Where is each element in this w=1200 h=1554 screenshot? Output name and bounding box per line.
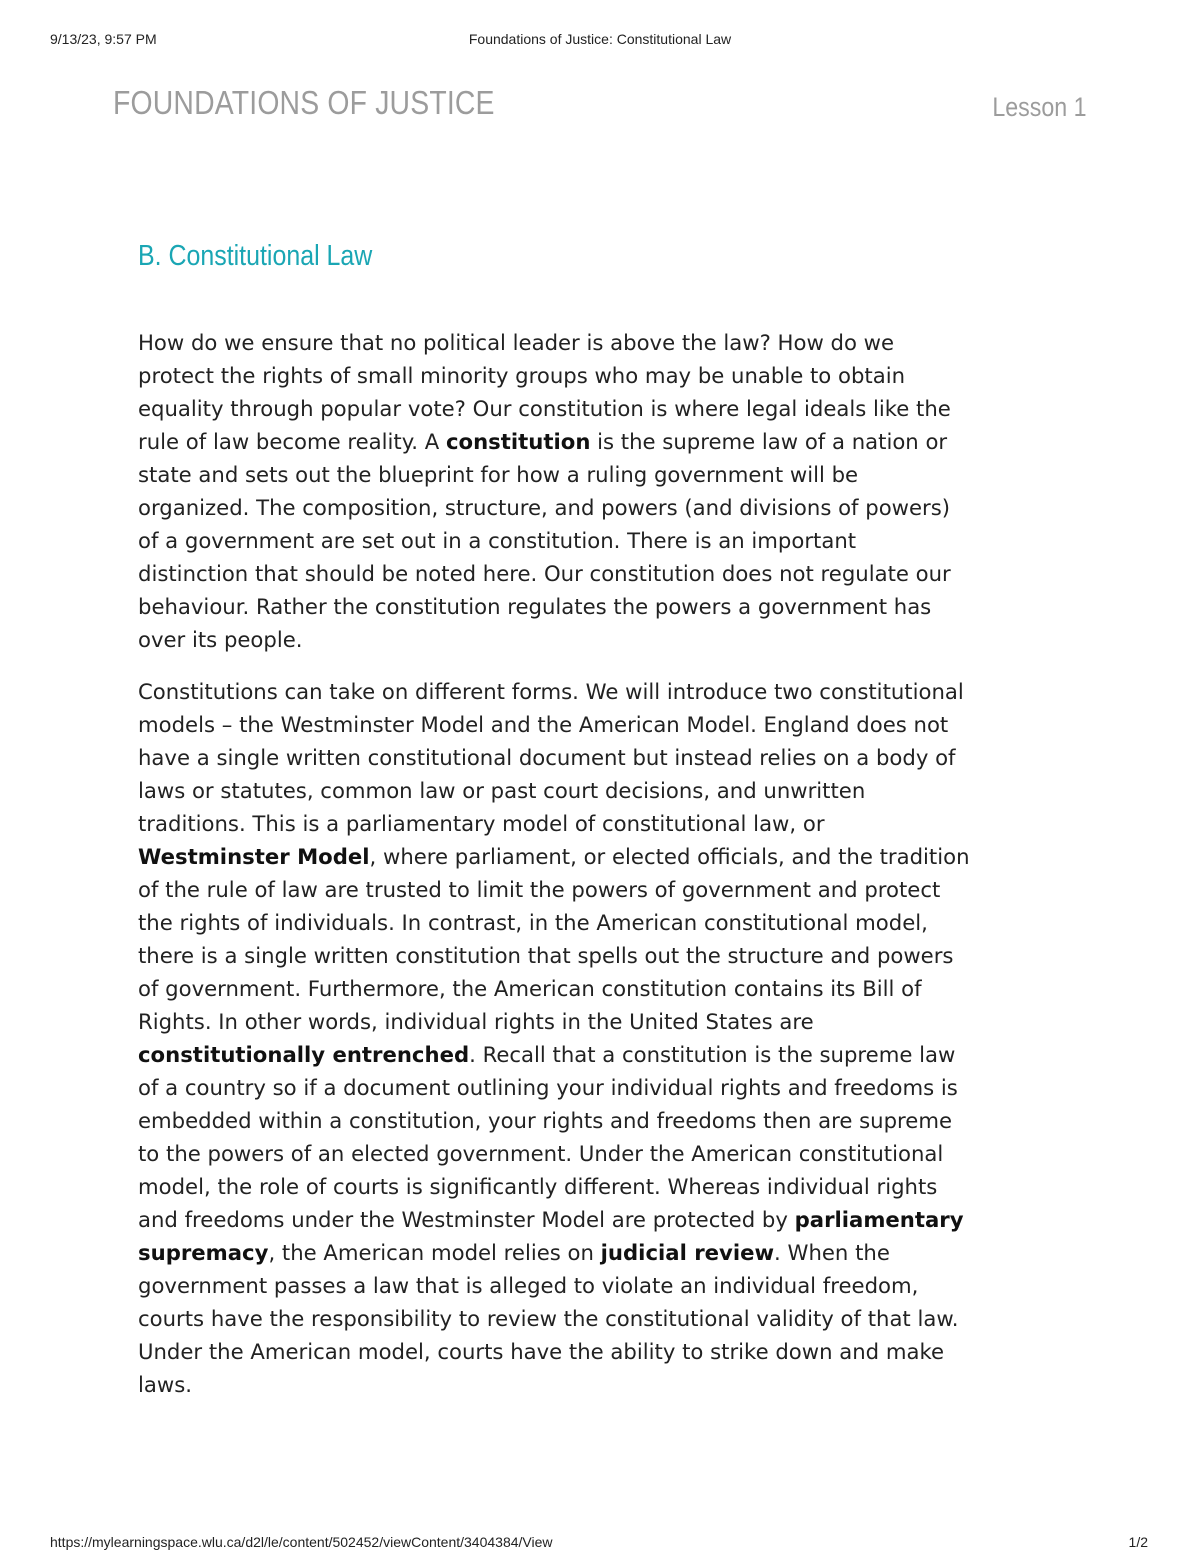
key-term: Westminster Model (138, 844, 370, 869)
text-line: courts have the responsibility to review the constitutional validity of that law. (138, 1306, 959, 1331)
print-header (0, 31, 1200, 51)
text-line: there is a single written constitution that spells out the structure and powers (138, 943, 954, 968)
text-line: laws or statutes, common law or past court decisions, and unwritten (138, 778, 866, 803)
text-line: model, the role of courts is significantly different. Whereas individual rights (138, 1174, 938, 1199)
text-line: of a country so if a document outlining your individual rights and freedoms is (138, 1075, 958, 1100)
course-title: FOUNDATIONS OF JUSTICE (113, 84, 495, 121)
key-term: constitutionally entrenched (138, 1042, 470, 1067)
text-line: and freedoms under the Westminster Model are protected by parliamentary (138, 1207, 964, 1232)
key-term: judicial review (600, 1240, 775, 1265)
key-term: supremacy (138, 1240, 269, 1265)
print-page-number: 1/2 (1128, 1534, 1148, 1550)
section-heading: B. Constitutional Law (138, 240, 373, 272)
text-line: How do we ensure that no political leader is above the law? How do we (138, 330, 895, 355)
print-url[interactable]: https://mylearningspace.wlu.ca/d2l/le/content/502452/viewContent/3404384/View (50, 1534, 553, 1550)
text-line: behaviour. Rather the constitution regulates the powers a government has (138, 594, 932, 619)
text-line: the rights of individuals. In contrast, in the American constitutional model, (138, 910, 928, 935)
text-line: organized. The composition, structure, and powers (and divisions of powers) (138, 495, 951, 520)
text-line: state and sets out the blueprint for how a ruling government will be (138, 462, 859, 487)
text-line: supremacy, the American model relies on judicial review. When the (138, 1240, 890, 1265)
text-line: have a single written constitutional document but instead relies on a body of (138, 745, 956, 770)
text-line: Under the American model, courts have the ability to strike down and make (138, 1339, 945, 1364)
text-line: of the rule of law are trusted to limit the powers of government and protect (138, 877, 941, 902)
text-line: of a government are set out in a constitution. There is an important (138, 528, 857, 553)
text-line: to the powers of an elected government. Under the American constitutional (138, 1141, 944, 1166)
text-line: of government. Furthermore, the American constitution contains its Bill of (138, 976, 922, 1001)
paragraph-1 (138, 326, 1068, 656)
key-term: constitution (445, 429, 591, 454)
text-line: equality through popular vote? Our constitution is where legal ideals like the (138, 396, 951, 421)
text-line: rule of law become reality. A constitution is the supreme law of a nation or (138, 429, 948, 454)
text-line: Rights. In other words, individual rights in the United States are (138, 1009, 814, 1034)
print-page-title: Foundations of Justice: Constitutional Law (468, 31, 732, 47)
paragraph-2 (138, 675, 1068, 1401)
text-line: embedded within a constitution, your rights and freedoms then are supreme (138, 1108, 952, 1133)
text-line: constitutionally entrenched. Recall that a constitution is the supreme law (138, 1042, 956, 1067)
print-datetime: 9/13/23, 9:57 PM (50, 31, 157, 47)
text-line: traditions. This is a parliamentary model of constitutional law, or (138, 811, 825, 836)
print-footer (0, 1534, 1200, 1554)
lesson-label: Lesson 1 (992, 92, 1087, 122)
text-line: Constitutions can take on different forms. We will introduce two constitutional (138, 679, 964, 704)
text-line: over its people. (138, 627, 303, 652)
text-line: protect the rights of small minority groups who may be unable to obtain (138, 363, 906, 388)
text-line: models – the Westminster Model and the American Model. England does not (138, 712, 949, 737)
text-line: distinction that should be noted here. Our constitution does not regulate our (138, 561, 951, 586)
text-line: Westminster Model, where parliament, or elected officials, and the tradition (138, 844, 970, 869)
text-line: government passes a law that is alleged to violate an individual freedom, (138, 1273, 919, 1298)
key-term: parliamentary (794, 1207, 964, 1232)
text-line: laws. (138, 1372, 192, 1397)
